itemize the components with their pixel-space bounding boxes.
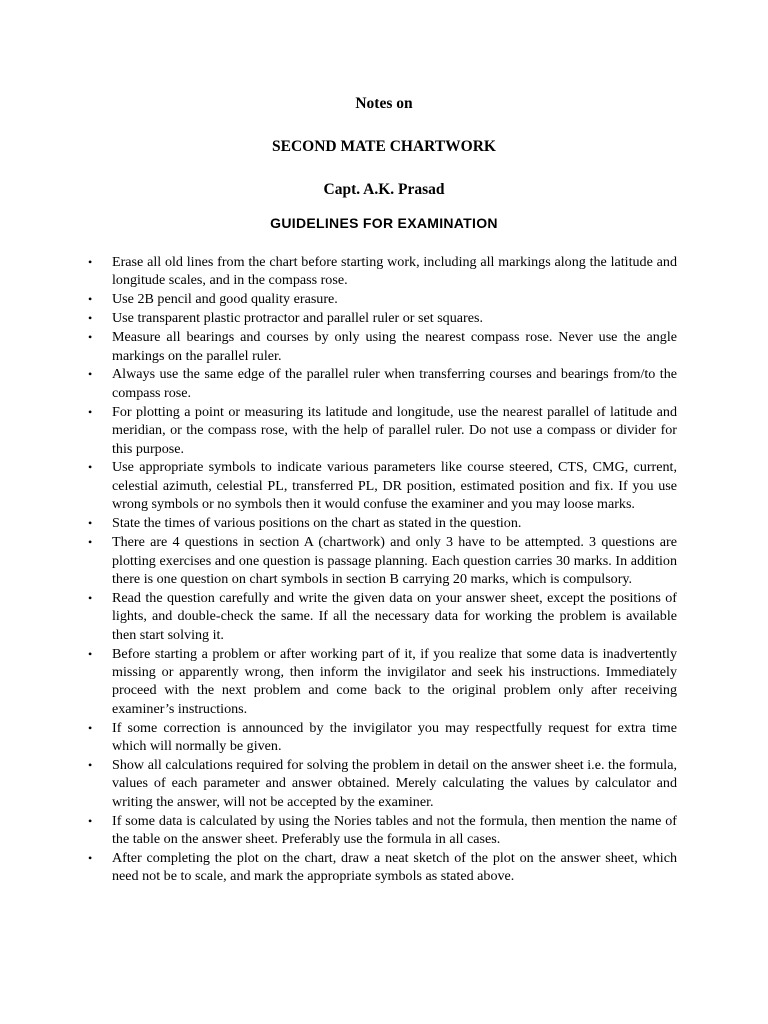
guideline-text: Measure all bearings and courses by only using the nearest compass rose. Never use the angle markings on the parallel ruler. xyxy=(112,329,677,364)
bullet-icon: • xyxy=(88,460,93,475)
guideline-text: There are 4 questions in section A (chartwork) and only 3 have to be attempted. 3 questions are plotting exercises and one question is passage planning. Each question carries 30 marks. In addition there is one question on chart symbols in section B carrying 20 marks, which is compulsory. xyxy=(112,534,677,587)
bullet-icon: • xyxy=(88,646,93,661)
notes-label: Notes on xyxy=(355,95,413,112)
bullet-icon: • xyxy=(88,851,93,865)
guideline-text: Show all calculations required for solving the problem in detail on the answer sheet i.e. the formula, values of each parameter and answer obtained. Merely calculating the values by calculator and writing the answer, will not be accepted by the examiner. xyxy=(112,756,677,810)
list-item xyxy=(0,328,768,365)
bullet-icon: • xyxy=(88,367,93,382)
guideline-text: Use 2B pencil and good quality erasure. xyxy=(112,291,338,308)
author-name: Capt. A.K. Prasad xyxy=(323,181,445,198)
list-item xyxy=(0,533,768,588)
guidelines-list xyxy=(0,253,768,886)
list-item xyxy=(0,719,768,756)
bullet-icon: • xyxy=(88,720,93,735)
guideline-text: Before starting a problem or after working part of it, if you realize that some data is inadvertently missing or apparently wrong, then inform the invigilator and seek his instructions. Immediately proceed with the next problem and come back to the original problem only after receiving examiner’s instructions. xyxy=(112,645,677,717)
bullet-icon: • xyxy=(88,330,93,345)
section-heading: GUIDELINES FOR EXAMINATION xyxy=(270,215,498,231)
guideline-text: Always use the same edge of the parallel ruler when transferring courses and bearings from/to the compass rose. xyxy=(112,366,677,401)
bullet-icon: • xyxy=(88,516,93,531)
guideline-text: State the times of various positions on the chart as stated in the question. xyxy=(112,515,522,532)
list-item xyxy=(0,514,768,532)
bullet-icon: • xyxy=(88,757,93,772)
list-item xyxy=(0,253,768,290)
document-title: SECOND MATE CHARTWORK xyxy=(272,138,496,155)
list-item xyxy=(0,589,768,644)
guideline-text: Erase all old lines from the chart before starting work, including all markings along the latitude and longitude scales, and in the compass rose. xyxy=(112,254,677,289)
bullet-icon: • xyxy=(88,404,93,419)
bullet-icon: • xyxy=(88,311,93,326)
list-item xyxy=(0,849,768,886)
list-item xyxy=(0,365,768,402)
list-item xyxy=(0,309,768,327)
bullet-icon: • xyxy=(88,813,93,828)
guideline-text: Use transparent plastic protractor and parallel ruler or set squares. xyxy=(112,310,483,327)
bullet-icon: • xyxy=(88,292,93,307)
guideline-text: If some data is calculated by using the Nories tables and not the formula, then mention the name of the table on the answer sheet. Preferably use the formula in all cases. xyxy=(112,812,677,848)
guideline-text: Read the question carefully and write the given data on your answer sheet, except the positions of lights, and double-check the same. If all the necessary data for working the problem is available then start solving it. xyxy=(112,589,677,643)
guideline-text: For plotting a point or measuring its latitude and longitude, use the nearest parallel of latitude and meridian, or the compass rose, with the help of parallel ruler. Do not use a compass or divider for this purpose. xyxy=(112,403,677,457)
bullet-icon: • xyxy=(88,535,93,550)
list-item xyxy=(0,403,768,458)
bullet-icon: • xyxy=(88,590,93,605)
guideline-text: If some correction is announced by the invigilator you may respectfully request for extra time which will normally be given. xyxy=(112,719,677,755)
guideline-text: After completing the plot on the chart, draw a neat sketch of the plot on the answer sheet, which need not be to scale, and mark the appropriate symbols as stated above. xyxy=(112,850,677,885)
list-item xyxy=(0,812,768,849)
list-item xyxy=(0,458,768,513)
list-item xyxy=(0,756,768,811)
list-item xyxy=(0,290,768,308)
guideline-text: Use appropriate symbols to indicate various parameters like course steered, CTS, CMG, current, celestial azimuth, celestial PL, transferred PL, DR position, estimated position and fix. If you use wrong symbols or no symbols then it would confuse the examiner and you may loose marks. xyxy=(112,459,677,513)
bullet-icon: • xyxy=(88,255,93,269)
list-item xyxy=(0,645,768,719)
